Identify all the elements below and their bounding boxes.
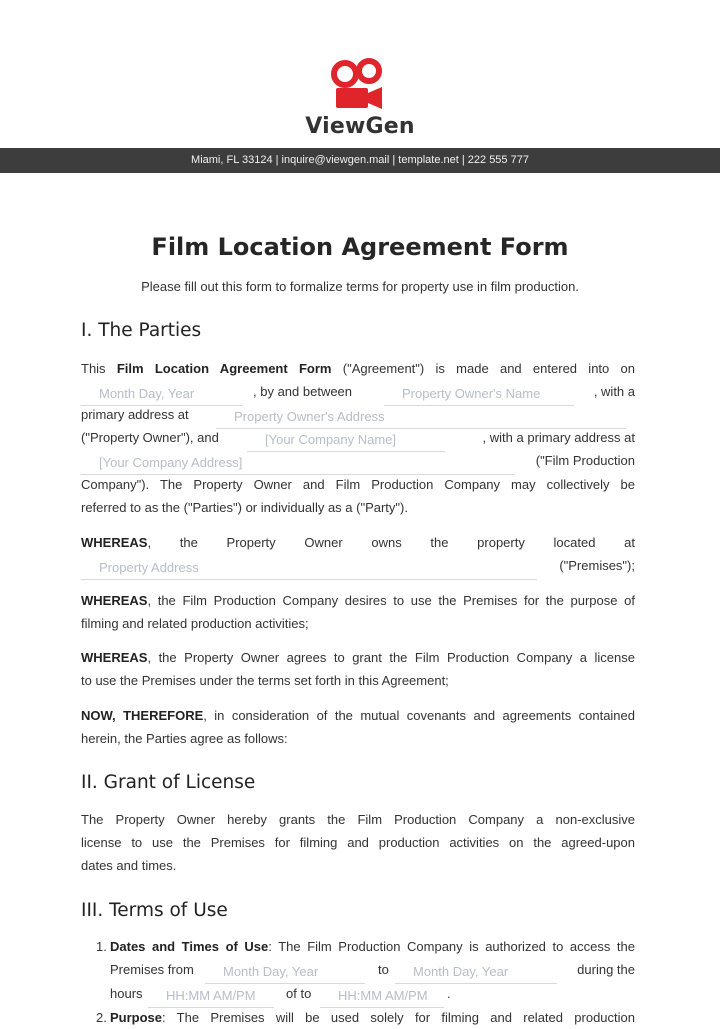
parties-line-3: primary address at Property Owner's Address — [81, 403, 635, 426]
grant-line-1: The Property Owner hereby grants the Film Production Company a non-exclusive — [81, 812, 635, 827]
terms-item-1-line-2: Premises from Month Day, Year to Month Day, Year during the — [81, 958, 635, 981]
therefore-line-2: herein, the Parties agree as follows: — [81, 731, 288, 746]
parties-line-4: ("Property Owner"), and [Your Company Name] , with a primary address at — [81, 426, 635, 449]
terms-item-1-line-3: hours HH:MM AM/PM of to HH:MM AM/PM . — [81, 982, 635, 1005]
brand-name: ViewGen — [305, 114, 415, 139]
parties-line-2: Month Day, Year , by and between Property Owner's Name , with a — [81, 380, 635, 403]
section-heading-terms: III. Terms of Use — [81, 900, 228, 921]
whereas-2-line-1: WHEREAS, the Film Production Company desires to use the Premises for the purpose of — [81, 593, 635, 608]
section-heading-parties: I. The Parties — [81, 320, 202, 341]
parties-line-6: Company"). The Property Owner and Film Production Company may collectively be — [81, 477, 635, 492]
company-address-field[interactable]: [Your Company Address] — [81, 451, 515, 475]
parties-line-7: referred to as the ("Parties") or individually as a ("Party"). — [81, 500, 408, 515]
grant-line-3: dates and times. — [81, 858, 177, 873]
document-subtitle: Please fill out this form to formalize terms for property use in film production. — [141, 279, 579, 294]
terms-item-2-line-1: 2. Purpose: The Premises will be used solely for filming and related production — [96, 1010, 635, 1025]
property-owner-address-field[interactable]: Property Owner's Address — [216, 405, 626, 429]
grant-line-2: license to use the Premises for filming and production activities on the agreed-upon — [81, 835, 635, 850]
whereas-3-line-2: to use the Premises under the terms set forth in this Agreement; — [81, 673, 449, 688]
agreement-date-field[interactable]: Month Day, Year — [81, 382, 243, 406]
whereas-1-line-1: WHEREAS, the Property Owner owns the property located at — [81, 535, 635, 550]
contact-info-bar: Miami, FL 33124 | inquire@viewgen.mail | template.net | 222 555 777 — [0, 148, 720, 173]
terms-item-1-line-1: 1. Dates and Times of Use: The Film Production Company is authorized to access the — [96, 939, 635, 954]
company-logo — [0, 58, 720, 112]
therefore-line-1: NOW, THEREFORE, in consideration of the mutual covenants and agreements contained — [81, 708, 635, 723]
section-heading-grant: II. Grant of License — [81, 772, 256, 793]
whereas-3-line-1: WHEREAS, the Property Owner agrees to grant the Film Production Company a license — [81, 650, 635, 665]
parties-line-1: This Film Location Agreement Form ("Agreement") is made and entered into on — [81, 361, 635, 376]
property-owner-name-field[interactable]: Property Owner's Name — [384, 382, 574, 406]
start-date-field[interactable]: Month Day, Year — [205, 960, 365, 984]
start-time-field[interactable]: HH:MM AM/PM — [148, 984, 274, 1008]
document-title: Film Location Agreement Form — [151, 233, 569, 261]
film-camera-icon — [330, 58, 390, 112]
property-address-field[interactable]: Property Address — [81, 556, 537, 580]
whereas-2-line-2: filming and related production activities; — [81, 616, 309, 631]
whereas-1-line-2: Property Address ("Premises"); — [81, 554, 635, 577]
end-date-field[interactable]: Month Day, Year — [395, 960, 557, 984]
parties-line-5: [Your Company Address] ("Film Production — [81, 449, 635, 472]
end-time-field[interactable]: HH:MM AM/PM — [320, 984, 444, 1008]
company-name-field[interactable]: [Your Company Name] — [247, 428, 445, 452]
